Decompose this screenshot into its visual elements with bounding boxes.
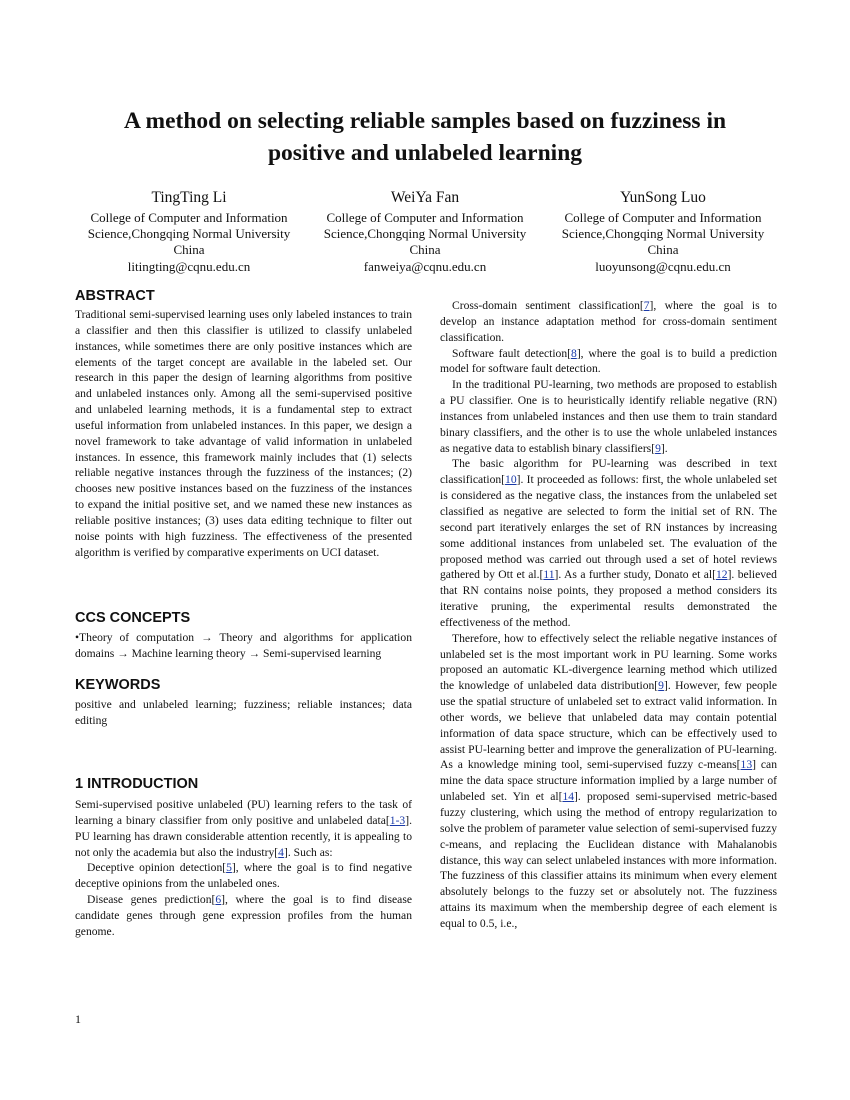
paper-title [60, 105, 790, 169]
text-run: ], where the goal is to build a prediction model for software fault detection. [440, 346, 777, 376]
text-run: Semi-supervised positive unlabeled (PU) learning refers to the task of learning a binary classifier from only positive and unlabeled data[ [75, 798, 412, 827]
citation-link[interactable]: 9 [655, 441, 661, 455]
ccs-heading: CCS CONCEPTS [75, 610, 191, 626]
intro-paragraph-2 [75, 860, 412, 892]
abstract-heading: ABSTRACT [75, 288, 155, 304]
text-run: Deceptive opinion detection[ [87, 861, 227, 875]
right-paragraph-4 [440, 456, 777, 630]
text-run: ], where the goal is to find disease candidate genes through gene expression profiles from the human genome. [75, 893, 412, 938]
author-email: luoyunsong@cqnu.edu.cn [595, 258, 731, 274]
author-block-2 [300, 188, 550, 275]
author-affiliation-line-1: College of Computer and Information [90, 210, 288, 225]
text-run: ]. [660, 441, 668, 455]
page-number: 1 [75, 1012, 81, 1026]
intro-paragraph-1 [75, 797, 412, 860]
citation-link[interactable]: 9 [658, 679, 664, 693]
author-affiliation-line-2: Science,Chongqing Normal University [561, 226, 765, 242]
abstract-body [75, 307, 412, 561]
right-paragraph-1 [440, 298, 777, 346]
citation-link[interactable]: 6 [215, 893, 222, 907]
text-run: Software fault detection[ [452, 346, 572, 360]
author-name: TingTing Li [151, 189, 227, 206]
introduction-body [75, 797, 412, 940]
citation-link[interactable]: 12 [715, 568, 728, 582]
text-run: Disease genes prediction[ [87, 893, 216, 907]
text-run: ]. Such as: [283, 845, 333, 859]
keywords-heading: KEYWORDS [75, 677, 161, 693]
citation-link[interactable]: 1-3 [389, 813, 406, 827]
author-country: China [647, 242, 679, 258]
text-run: Cross-domain sentiment classification[ [452, 299, 644, 312]
citation-link[interactable]: 14 [562, 790, 575, 804]
text-run: ]. However, few people use the spatial structure of unlabeled set to extract valid information. In other words, we believe that unlabeled data may contain potential information of data space structure, which can be effectively used to assist PU-learning better and improve the generalization of PU-learning. As a knowledge mining tool, semi-supervised fuzzy c-means[ [440, 679, 777, 772]
citation-link[interactable]: 8 [571, 346, 577, 360]
author-email: fanweiya@cqnu.edu.cn [363, 258, 487, 274]
citation-link[interactable]: 10 [505, 473, 517, 487]
text-run: ]. proposed semi-supervised metric-based fuzzy clustering, which using the method of entropy regularization to solve the problem of parameter value selection of semi-supervised fuzzy c-means, and replacing the Euclidean distance with Mahalanobis distance, this way can select unlabeled instances with more information. The fuzziness of this classifier attains its minimum when every element absolutely belongs to the fuzzy set or absolutely not. The fuzziness attains its maximum when the membership degree of each element is equal to 0.5, i.e., [440, 790, 778, 930]
title-line-2: positive and unlabeled learning [267, 140, 583, 166]
author-affiliation-line-2: Science,Chongqing Normal University [323, 226, 527, 242]
text-run: ]. It proceeded as follows: first, the whole unlabeled set is considered as the negative class, the instances from the unlabeled set classified as negative are selected to form the initial set of RN. The second part iteratively enlarges the set of RN instances by increasing some additional instances from unlabeled set. The evaluation of the proposed method was carried out through used a set of hotel reviews gathered by Ott et al.[ [440, 473, 777, 582]
author-affiliation-line-1: College of Computer and Information [564, 210, 762, 225]
citation-link[interactable]: 5 [226, 861, 232, 875]
abstract-text: Traditional semi-supervised learning uses only labeled instances to train a classifier and then this classifier is utilized to classify unlabeled instances, while sometimes there are only positive instances which are elements of the target concept are available in the labeled set. Our research in this paper the design of learning algorithms from positive and unlabeled instances only. Among all the semi-supervised positive and unlabeled learning methods, it is a fundamental step to extract useful information from unlabeled instances. In this paper, we design a novel framework to take advantage of valid information in unlabeled instances. In essence, this framework mainly includes that (1) selects reliable negative instances through the fuzziness of the instances; (2) chooses new positive instances based on the fuzziness of the instances to expand the initial positive set, and we named these new instances as reliable positive instances; (3) uses data editing technique to filter out noise points with high fuzziness. The effectiveness of the presented algorithm is verified by comparative experiments on UCI dataset. [75, 308, 412, 559]
text-run: The basic algorithm for PU-learning was described in text classification[ [440, 457, 777, 487]
text-run: ]. PU learning has drawn considerable attention recently, it is appealing to not only the academia but also the industry[ [75, 813, 412, 859]
text-run: ]. believed that RN contains noise points, they proposed a method considers its iterative pruning, the experimental results demonstrated the effectiveness of the method. [440, 568, 777, 629]
author-block-3 [538, 188, 788, 275]
citation-link[interactable]: 4 [278, 845, 284, 859]
citation-link[interactable]: 13 [740, 758, 753, 772]
author-name: WeiYa Fan [390, 189, 460, 206]
right-paragraph-5 [440, 631, 777, 932]
citation-link[interactable]: 11 [543, 568, 555, 582]
ccs-text: •Theory of computation → Theory and algorithms for application domains → Machine learning theory → Semi-supervised learning [75, 631, 412, 660]
text-run: ]. As a further study, Donato et al[ [554, 568, 716, 582]
text-run: In the traditional PU-learning, two methods are proposed to establish a PU classifier. One is to heuristically identify reliable negative (RN) instances from unlabeled instances and then use them to train standard binary classifiers, and the other is to use the whole unlabeled instances as negative data to establish binary classifiers[ [440, 378, 777, 455]
text-run: ] can mine the data space structure information implied by a large number of unlabeled set. Yin et al[ [440, 758, 777, 804]
citation-link[interactable]: 7 [643, 299, 650, 312]
title-line-1: A method on selecting reliable samples based on fuzziness in [123, 108, 727, 134]
author-country: China [173, 242, 205, 258]
text-run: ], where the goal is to develop an instance adaptation method for cross-domain sentiment classification. [440, 299, 777, 344]
text-run: Therefore, how to effectively select the reliable negative instances of unlabeled set is the most important work in PU learning. Some works proposed an automatic KL-divergence learning method which utilized the knowledge of unlabeled data distribution[ [440, 631, 777, 693]
introduction-heading: 1 INTRODUCTION [75, 776, 199, 792]
author-affiliation-line-2: Science,Chongqing Normal University [87, 226, 291, 242]
keywords-body [75, 697, 412, 729]
right-paragraph-3 [440, 377, 777, 456]
keywords-text: positive and unlabeled learning; fuzziness; reliable instances; data editing [75, 698, 412, 727]
author-block-1 [64, 188, 314, 275]
author-country: China [409, 242, 441, 258]
author-name: YunSong Luo [620, 189, 706, 206]
text-run: ], where the goal is to find negative deceptive opinions from the unlabeled ones. [75, 861, 412, 891]
intro-paragraph-3 [75, 892, 412, 940]
right-paragraph-2 [440, 346, 777, 378]
right-column-body [440, 298, 777, 932]
ccs-body [75, 630, 412, 662]
author-email: litingting@cqnu.edu.cn [127, 258, 251, 274]
author-affiliation-line-1: College of Computer and Information [326, 210, 524, 225]
